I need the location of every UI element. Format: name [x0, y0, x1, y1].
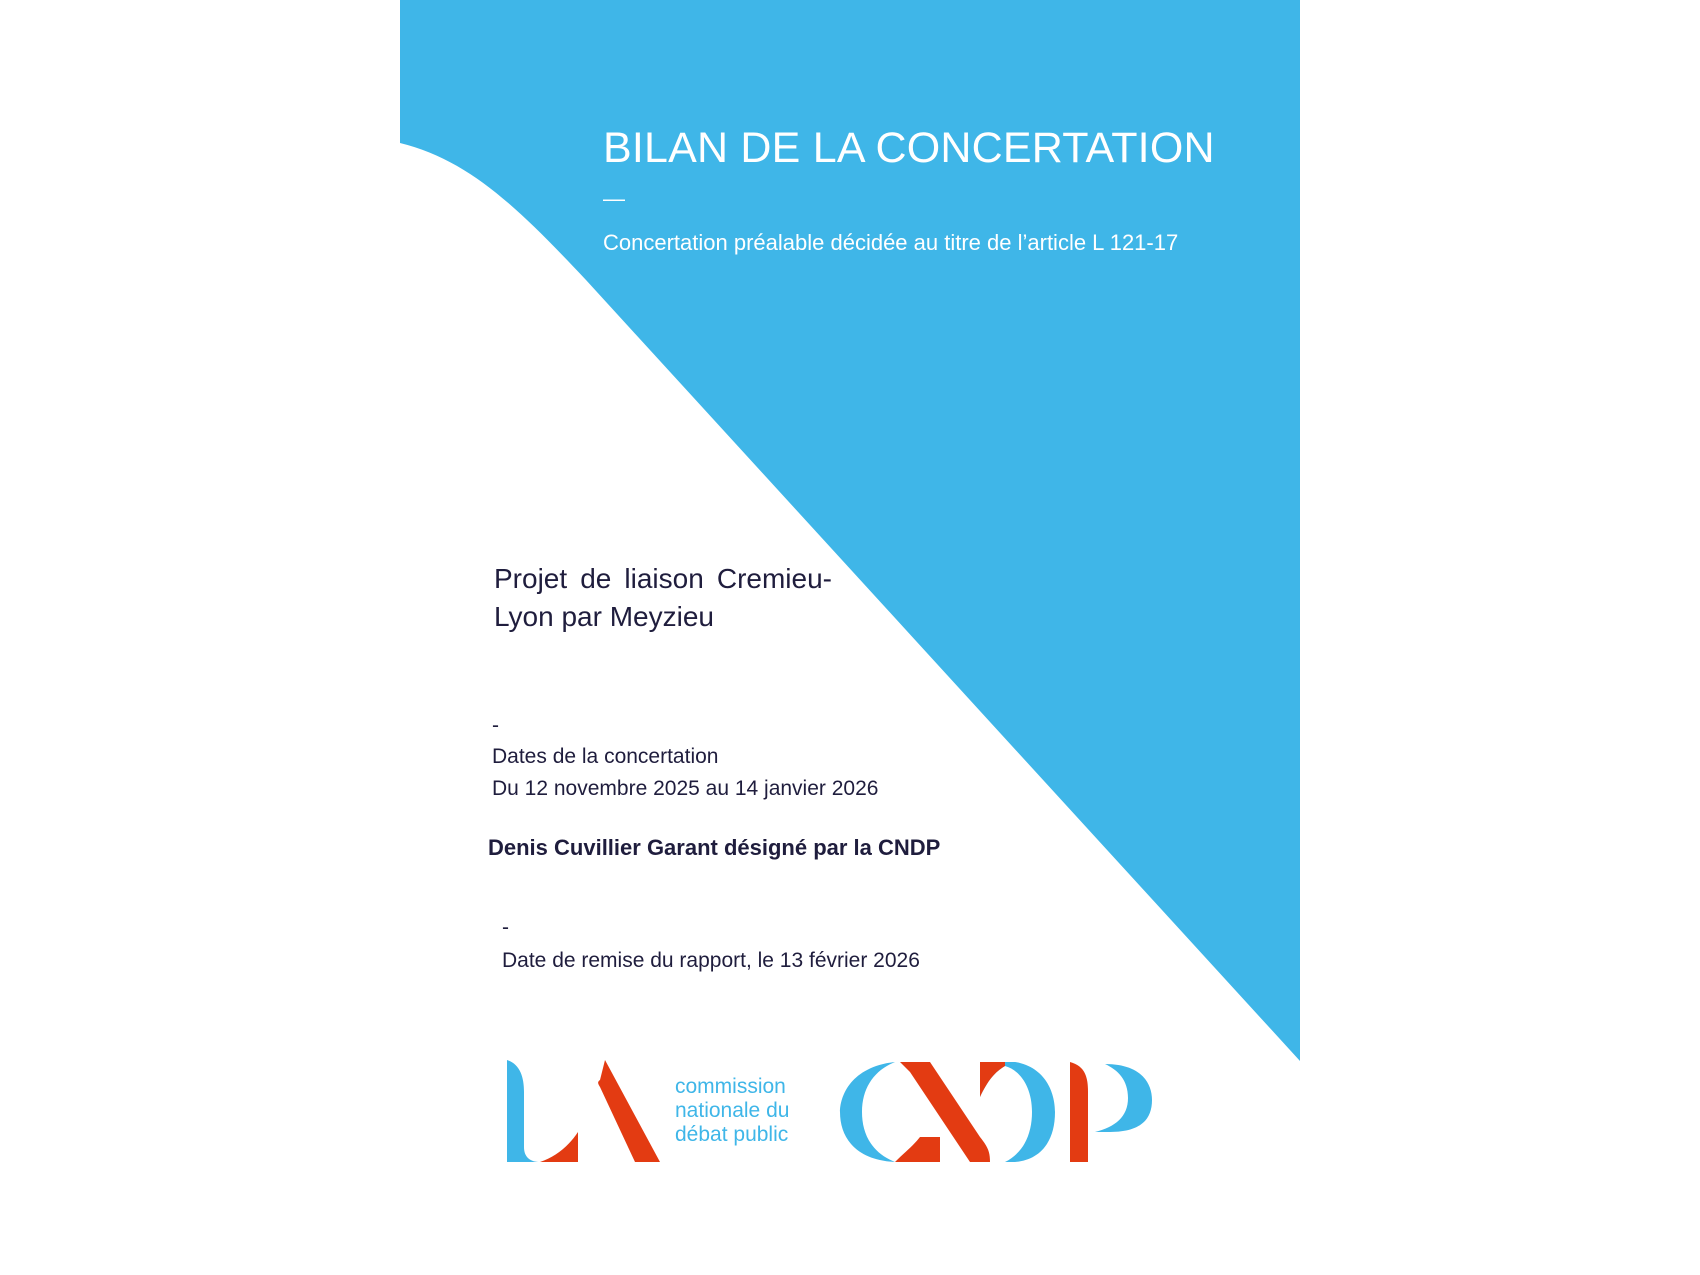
logo-line: commission: [675, 1075, 786, 1098]
dates-range: Du 12 novembre 2025 au 14 janvier 2026: [492, 777, 879, 800]
document-title: BILAN DE LA CONCERTATION: [603, 124, 1215, 172]
logo-line: nationale du: [675, 1099, 790, 1122]
garant-name: Denis Cuvillier Garant désigné par la CNDP: [488, 835, 941, 860]
logo-line: débat public: [675, 1123, 789, 1146]
cndp-logo: [500, 1052, 1200, 1172]
separator-dash: -: [502, 916, 509, 939]
document-subtitle: Concertation préalable décidée au titre de l’article L 121-17: [603, 230, 1179, 255]
title-separator: —: [603, 186, 625, 211]
separator-dash: -: [492, 714, 499, 737]
logo-text: [675, 1075, 789, 1147]
project-name: Projet de liaison Cremieu-Lyon par Meyzieu: [494, 563, 832, 632]
cover-page: [400, 0, 1300, 1275]
dates-label: Dates de la concertation: [492, 745, 719, 768]
report-date: Date de remise du rapport, le 13 février 2026: [502, 949, 920, 972]
